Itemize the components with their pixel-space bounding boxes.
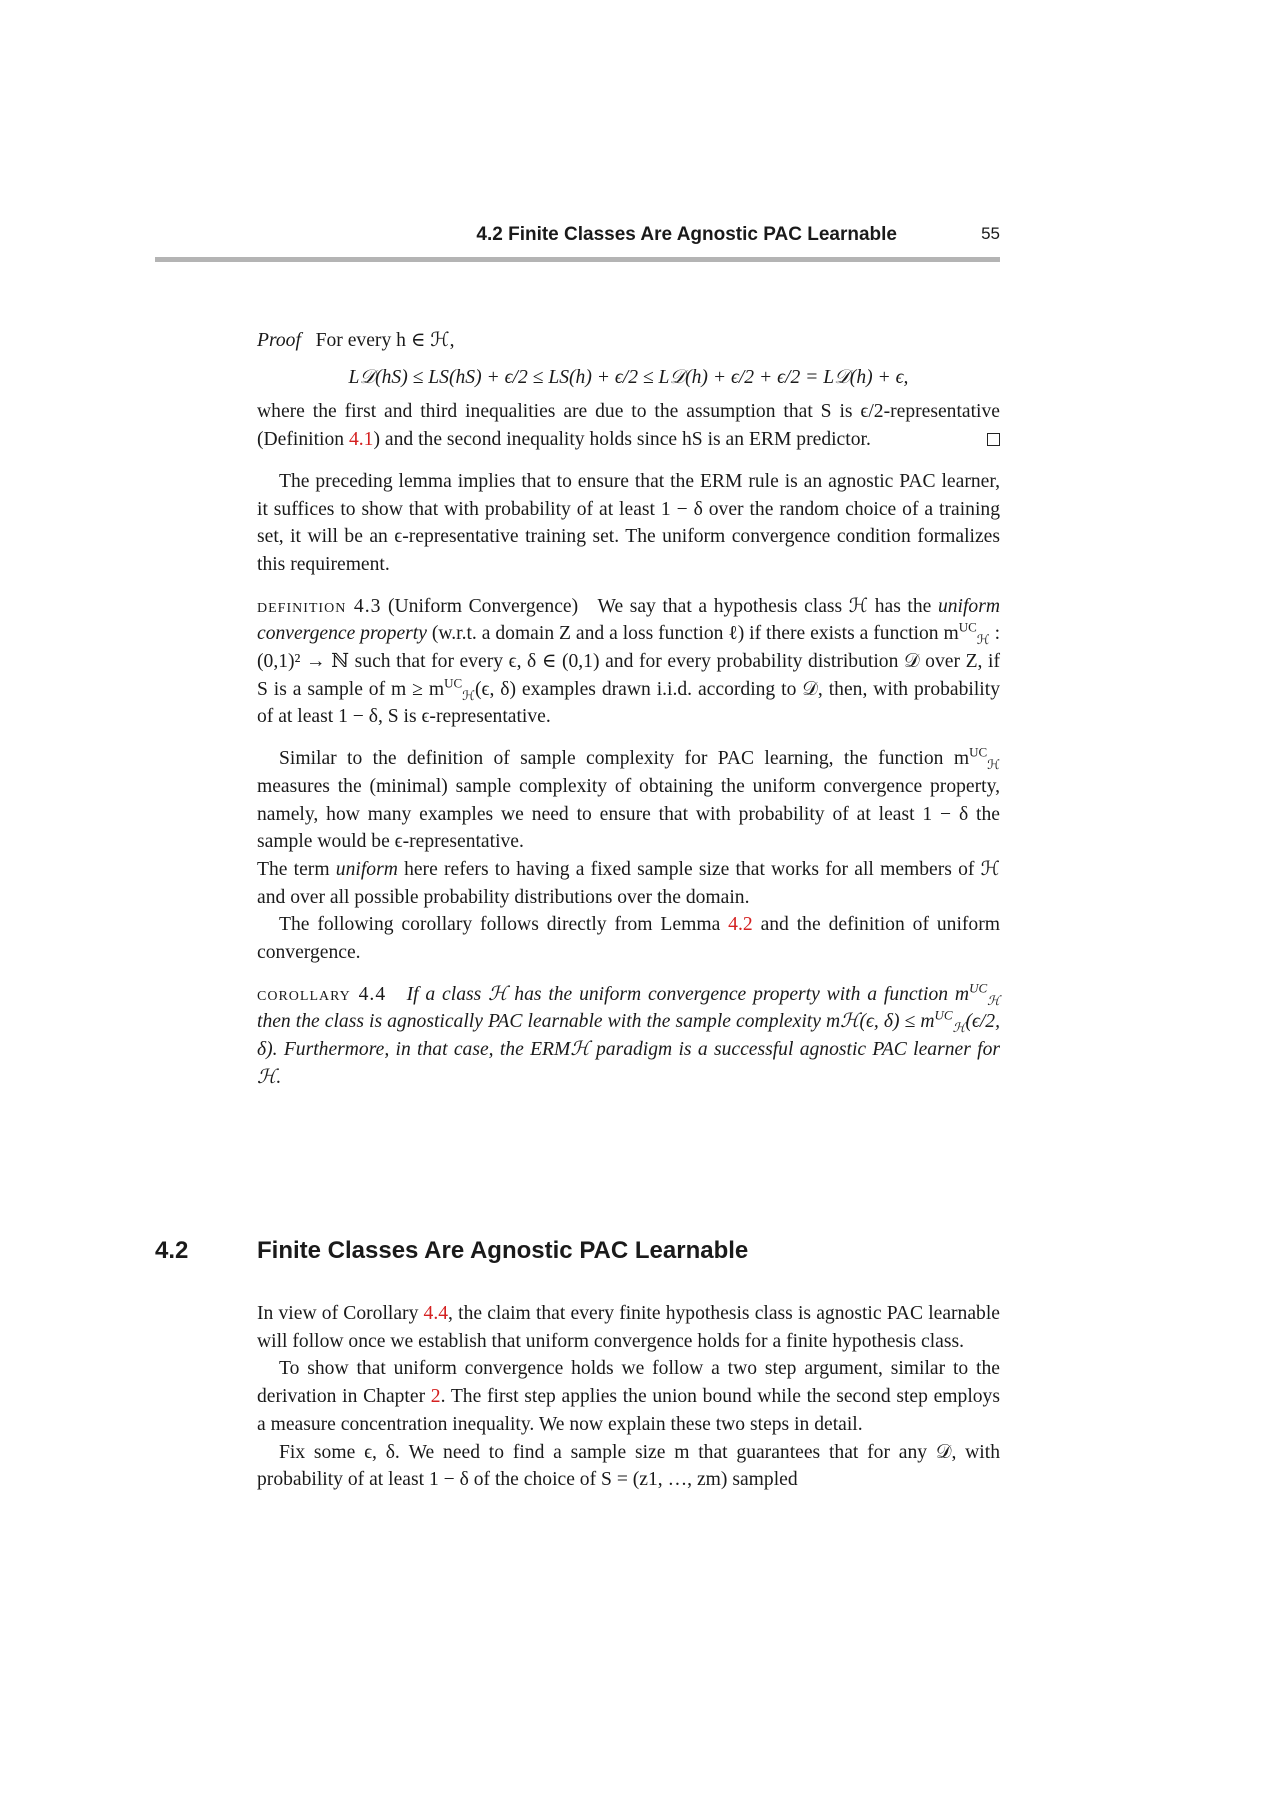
running-head [155, 224, 1000, 252]
page-number: 55 [981, 224, 1000, 243]
qed-icon [987, 433, 1000, 446]
definition-link[interactable]: 4.1 [348, 429, 374, 451]
proof-lead [257, 327, 1000, 355]
paragraph-uniform: The term uniform here refers to having a fixed sample size that works for all members of ℋ and over all possible probability distributions over the domain. [257, 858, 1001, 908]
corollary-link[interactable]: 4.4 [423, 1303, 449, 1324]
definition-name: (Uniform Convergence) [388, 595, 579, 617]
section-heading [155, 1237, 1000, 1273]
section-title: Finite Classes Are Agnostic PAC Learnable [257, 1237, 749, 1264]
proof-equation: L𝒟(hS) ≤ LS(hS) + ϵ/2 ≤ LS(h) + ϵ/2 ≤ L𝒟(h) + ϵ/2 + ϵ/2 = L𝒟(h) + ϵ, [348, 366, 909, 388]
paragraph-fix: Fix some ϵ, δ. We need to find a sample size m that guarantees that for any 𝒟, with probability of at least 1 − δ of the choice of S = (z1, …, zm) sampled [257, 1441, 1000, 1491]
header-rule [155, 257, 1000, 262]
lemma-link[interactable]: 4.2 [728, 914, 753, 936]
section-body [257, 1300, 1000, 1494]
corollary-block: corollary 4.4 If a class ℋ has the uniform convergence property with a function $m^{UC}_ℋ$ then the class is agnostically PAC learnable with the sample complexity mℋ(ϵ, $\delta) \le m^{UC}_ℋ(\epsilon/2$, δ). Furthermore, in that case, the ERMℋ paradigm is a successful agnostic PAC learner for ℋ. [257, 980, 1000, 1088]
proof-label: Proof [257, 330, 301, 351]
proof-text: where the first and third inequalities are due to the assumption that S is ϵ/2-representative (Definition 4.1) and the second inequality holds since hS is an ERM predictor. [257, 401, 1000, 451]
chapter-link[interactable]: 2 [430, 1386, 441, 1408]
definition-label: definition 4.3 [257, 595, 382, 617]
upper-body [257, 327, 1000, 1092]
paragraph-view: In view of Corollary 4.4, the claim that every finite hypothesis class is agnostic PAC learnable will follow once we establish that uniform convergence holds for a finite hypothesis class. [257, 1303, 1000, 1352]
definition-emphasis: uniform convergence property [257, 595, 1001, 645]
corollary-label: corollary 4.4 [257, 983, 387, 1005]
proof-lead-text: For every h ∈ ℋ, [315, 330, 455, 351]
paragraph-following: The following corollary follows directly from Lemma 4.2 and the definition of uniform convergence. [257, 914, 1000, 964]
section-number: 4.2 [155, 1237, 189, 1264]
definition-block: definition 4.3 (Uniform Convergence) We say that a hypothesis class ℋ has the uniform convergence property (w.r.t. a domain Z and a loss function ℓ) if there exists a function $m^{UC}_ℋ$ : (0,1)² → ℕ such that for every ϵ, δ ∈ (0,1) and for every probability distribution 𝒟 over Z, if S is a sample of $m \ge m^{UC}_ℋ(\epsilon$, δ) examples drawn i.i.d. according to 𝒟, then, with probability of at least 1 − δ, S is ϵ-representative. [257, 595, 1001, 728]
paragraph-similar: Similar to the definition of sample complexity for PAC learning, the function $m^{UC}_ℋ$ measures the (minimal) sample complexity of obtaining the uniform convergence property, namely, how many examples we need to ensure that with probability of at least 1 − δ the sample would be ϵ-representative. [257, 744, 1000, 853]
paragraph-lemma: The preceding lemma implies that to ensure that the ERM rule is an agnostic PAC learner, it suffices to show that with probability of at least 1 − δ over the random choice of a training set, it will be an ϵ-representative training set. The uniform convergence condition formalizes this requirement. [257, 470, 1000, 575]
running-title: 4.2 Finite Classes Are Agnostic PAC Learnable [476, 224, 897, 245]
paragraph-show: To show that uniform convergence holds we follow a two step argument, similar to the derivation in Chapter 2. The first step applies the union bound while the second step employs a measure concentration inequality. We now explain these two steps in detail. [257, 1358, 1000, 1435]
